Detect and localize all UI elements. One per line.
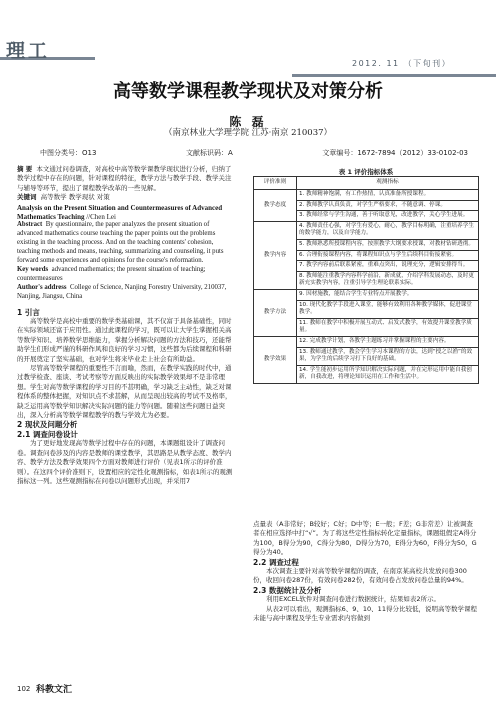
section-1-paragraph-1: 高等数学是高校中重要的数学类基础课，其不仅富于具备基础性，同时在实际领域还富于应用性。通过此课程的学习，既可以让大学生掌握相关高等数学知识、培养数学思维能力，掌握分析解决问题的方法和技巧，还能帮助学生们形成严谨的科研作风和良好的学习习惯，这些都为后续课程和科研的开展奠定了坚实基础，也对学生将来毕业走上社会有所助益。 xyxy=(17,317,232,363)
indicator-cell: 10. 现代化教学手段进入课堂，能够有效利用各种教学媒体，促进课堂教学。 xyxy=(297,300,479,318)
indicator-cell: 13. 教师通过教学，教会学生学习本课程的方法，达到“授之以渔”的效果，为学生的后续学习打下良好的基础。 xyxy=(297,347,479,365)
dimension-cell: 教学内容 xyxy=(254,221,297,289)
classification-line xyxy=(40,148,468,158)
abstract-cn: 摘 要 本文通过问卷调查，对高校中高等数学课教学现状进行分析，归纳了教学过程中存在的问题，针对课程的特征，教学方法与教学手段、教学关注与辅导等环节，提出了课程教学改革的一些见解。 xyxy=(17,165,232,192)
indicator-cell: 9. 因材施教，能结合学生专业特点开展教学。 xyxy=(297,289,479,300)
section-2-2-paragraph: 本次调查主要针对高等数学课程的调查，在南京某高校共发放问卷300份，收回问卷287份，有效问卷282份，有效问卷占发放问卷总量的94%。 xyxy=(253,567,468,585)
keywords-cn: 关键词 高等数学 教学现状 对策 xyxy=(17,193,110,202)
section-2-1-paragraph: 为了更好地发现高等数学过程中存在的问题，本课题组设计了调查问卷。调查问卷涉及的内容是教师的课堂教学，其思路是从教学态度、教学内容、教学方法及教学效果四个方面对教师进行评价（见表1所示的评价准则）。在这四个评价准则下，设置相应的定性化观测指标，如表1所示的观测指标这一列。这些观测指标在问卷以问题形式出现，并采用7 xyxy=(17,439,233,485)
page-number: 102 xyxy=(17,685,31,693)
journal-name: 科教文汇 xyxy=(36,685,73,695)
section-name: 理工 xyxy=(6,40,51,62)
paper-title: 高等数学课程教学现状及对策分析 xyxy=(113,81,383,102)
section-2-1-heading: 2.1 调查问卷设计 xyxy=(17,429,78,439)
scale-paragraph: 点量表（A非常好；B较好；C好；D中等；E一般；F差；G非常差）让被调查者在相应选择中打“√”。为了将这些定性指标转化定量指标，课题组假定A得分为100，B得分为90，C得分为80，D得分为70，E得分为60，F得分为50，G得分为40。 xyxy=(253,520,477,557)
indicator-cell: 12. 完成教学计划，各教学主题练习并掌握课程的主要内容。 xyxy=(297,336,479,347)
clc-number: 中图分类号：O13 xyxy=(40,149,97,157)
section-1-paragraph-2: 尽管高等数学课程的重要性不言而喻，然而，在教学实践的时代中，通过教学检查、座谈、考试考察等方面反映出的实际教学效果却不是非常理想。学生对高等数学课程的学习目的不甚明确，学习缺乏主动性，缺乏对课程体系的整体把握，对知识点不求甚解，从而呈现出较高的考试不及格率，缺乏运用高等数学知识解决实际问题的能力等问题。随着这些问题日益突出，深入分析高等数学课程教学的教与学效尤为必要。 xyxy=(17,364,232,420)
section-2-3-heading: 2.3 数据统计及分析 xyxy=(253,585,322,595)
indicator-cell: 2. 教师教学认真负责，对学生严格要求，不随意调、停课。 xyxy=(297,200,479,211)
indicator-cell: 14. 学生能初步运用所学知识解决实际问题，并在完形运用中能自我创新，自我改进，将理论知识运用在工作和生活中。 xyxy=(297,365,479,383)
table-header-row xyxy=(254,177,479,190)
issue-info: 2012. 11 （下旬刊） xyxy=(352,59,452,68)
table-row xyxy=(254,336,479,347)
table-row xyxy=(254,190,479,201)
dimension-cell: 教学方法 xyxy=(254,289,297,336)
article-number: 文章编号：1672-7894（2012）33-0102-03 xyxy=(322,149,468,157)
indicator-cell: 11. 教师在教学中积极开展互动式、启发式教学，有效提升课堂教学质量。 xyxy=(297,318,479,336)
indicator-cell: 5. 教师熟悉所授课程内容，按照教学大纲要求授课，对教材钻研透彻。 xyxy=(297,239,479,250)
indicator-cell: 4. 教师责任心强，对学生有爱心，耐心，教学目标明确，注重培养学生的数学能力，以及自学能力。 xyxy=(297,221,479,239)
table-header-cell: 观测指标 xyxy=(297,177,479,190)
indicator-cell: 7. 教学内容前后联系紧密，重难点突出，说理充分，逻辑安排得当。 xyxy=(297,261,479,272)
dimension-cell: 教学效果 xyxy=(254,336,297,383)
table-row xyxy=(254,289,479,300)
title-en: Analysis on the Present Situation and Countermeasures of Advanced Mathematics Teaching //Chen Lei xyxy=(17,203,223,221)
indicator-cell: 3. 教师经常与学生沟通，善于听取意见，改进教学，关心学生进展。 xyxy=(297,211,479,222)
section-2-2-heading: 2.2 调查过程 xyxy=(253,557,299,567)
table-row xyxy=(254,221,479,239)
section-2-3-paragraph-2: 从表2可以看出，观测指标6、9、10、11得分比较低，说明高等数学课程未能与高中课程及学生专业需求内容做到 xyxy=(253,604,477,623)
section-2-3-paragraph-1: 利用EXCEL软件对调查问卷进行数据统计，结果如表2所示。 xyxy=(266,595,440,604)
indicator-cell: 6. 合理衔接课程内容，将课程知识点与学生后续科目衔接紧密。 xyxy=(297,250,479,261)
evaluation-index-table xyxy=(253,176,479,384)
abstract-en: Abstract By questionnaire, the paper analyzes the present situation of advanced mathematics course teaching the paper points out the problems existing in the teaching process. And on the teaching contents' cohesion, teaching methods and means, teaching, summarizing and counseling, it puts forward some experiences and opinions for the course's reformation. xyxy=(17,221,224,265)
table-caption: 表 1 评价指标体系 xyxy=(338,168,394,176)
indicator-cell: 8. 教师能注重教学内容科学前沿，新成就，介绍学科发展动态，及时更新充实教学内容，注重引导学生理论联系实际。 xyxy=(297,271,479,289)
address-en: Author's address College of Science, Nanjing Forestry University, 210037, Nanjing, Jiangsu, China xyxy=(17,283,227,300)
right-column xyxy=(253,520,479,623)
document-code: 文献标识码：A xyxy=(185,149,233,157)
indicator-cell: 1. 教师精神饱满，有工作热情，认真准备所授课程。 xyxy=(297,190,479,201)
table-header-cell: 评价准则 xyxy=(254,177,297,190)
left-column xyxy=(17,165,236,486)
section-1-heading: 1 引言 xyxy=(17,307,40,317)
section-2-heading: 2 现状及问题分析 xyxy=(17,420,78,430)
author-affiliation: （南京林业大学理学院 江苏·南京 210037） xyxy=(163,128,333,138)
dimension-cell: 教学态度 xyxy=(254,190,297,222)
author-name: 陈 磊 xyxy=(229,115,267,129)
keywords-en: Key words advanced mathematics; the present situation of teaching; countermeasures xyxy=(17,265,206,282)
